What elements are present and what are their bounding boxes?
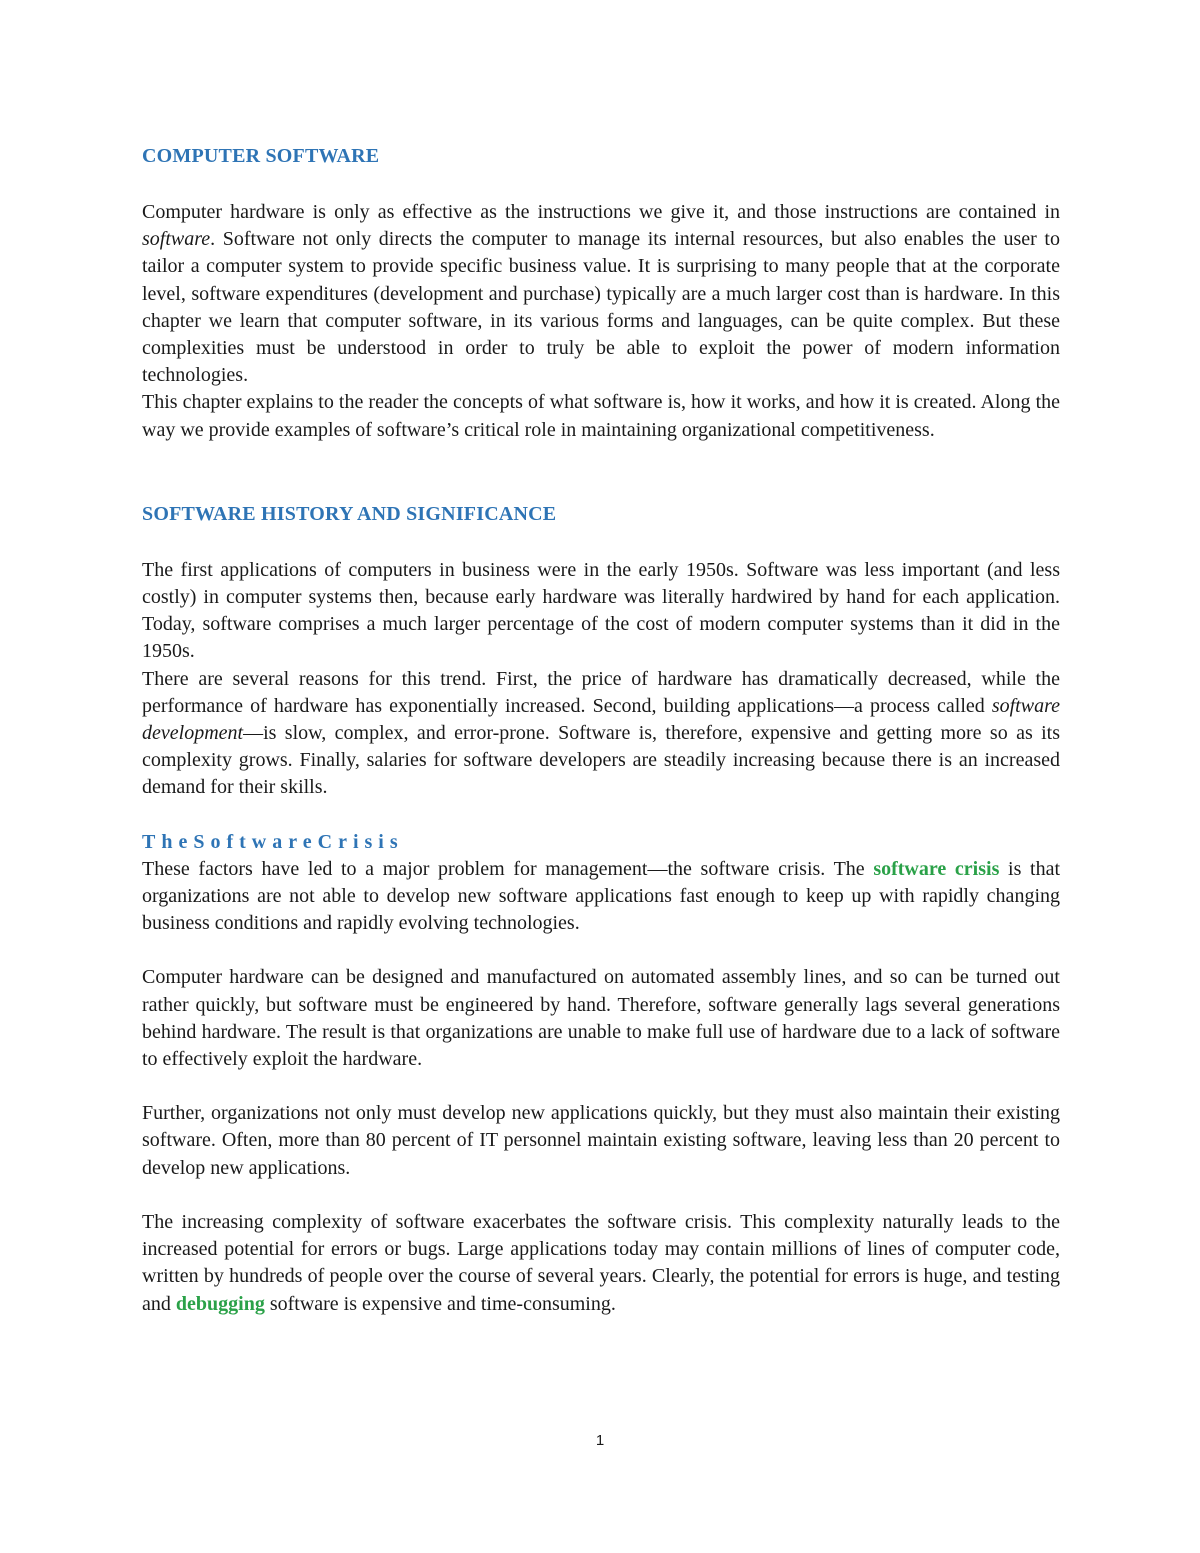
term-software-crisis: software crisis: [873, 857, 1000, 880]
page-number: 1: [595, 1432, 605, 1449]
document-page: [142, 140, 1060, 1318]
paragraph-several-reasons-part2: —is slow, complex, and error-prone. Software is, therefore, expensive and getting more so as its complexity grows. Finally, salaries for software developers are steadily increasing because there is an increased demand for their skills.: [142, 722, 1060, 799]
paragraph-first-applications: The first applications of computers in business were in the early 1950s. Software was less important (and less costly) in computer systems then, because early hardware was literally hardwired by hand for each application. Today, software comprises a much larger percentage of the cost of modern computer systems than it did in the 1950s.: [142, 558, 1060, 663]
paragraph-factors-part1: These factors have led to a major problem for management—the software crisis. The: [142, 857, 874, 880]
paragraph-increasing-complexity: [142, 1209, 1060, 1318]
paragraph-chapter-explains: This chapter explains to the reader the concepts of what software is, how it works, and how it is created. Along the way we provide examples of software’s critical role in maintaining organizational competitiveness.: [142, 391, 1060, 441]
emphasis-software-development: software development: [142, 694, 1060, 745]
paragraph-intro-part1: Computer hardware is only as effective as the instructions we give it, and those instructions are contained in: [142, 201, 1060, 223]
paragraph-factors-part2: is that organizations are not able to develop new software applications fast enough to keep up with rapidly changing business conditions and rapidly evolving technologies.: [142, 857, 1060, 935]
paragraph-increasing-complexity-part1: The increasing complexity of software exacerbates the software crisis. This complexity naturally leads to the increased potential for errors or bugs. Large applications today may contain millions of lines of computer code, written by hundreds of people over the course of several years. Clearly, the potential for errors is huge, and testing and: [142, 1210, 1060, 1315]
paragraph-increasing-complexity-part2: software is expensive and time-consuming.: [264, 1292, 616, 1315]
paragraph-several-reasons-part1: There are several reasons for this trend. First, the price of hardware has dramatically decreased, while the performance of hardware has exponentially increased. Second, building applications—a process called: [142, 667, 1060, 717]
paragraph-intro-part2: . Software not only directs the computer to manage its internal resources, but also enables the user to tailor a computer system to provide specific business value. It is surprising to many people that at the corporate level, software expenditures (development and purchase) typically are a much larger cost than is hardware. In this chapter we learn that computer software, in its various forms and languages, can be quite complex. But these complexities must be understood in order to truly be able to exploit the power of modern information technologies.: [142, 228, 1060, 387]
paragraph-intro: [142, 199, 1060, 389]
heading-software-history: SOFTWARE HISTORY AND SIGNIFICANCE: [142, 502, 557, 525]
emphasis-software: software: [142, 228, 211, 251]
paragraph-maintain-existing: Further, organizations not only must develop new applications quickly, but they must also maintain their existing software. Often, more than 80 percent of IT personnel maintain existing software, leaving less than 20 percent to develop new applications.: [142, 1102, 1060, 1179]
paragraph-factors: [142, 856, 1060, 938]
term-debugging: debugging: [175, 1292, 265, 1315]
paragraph-several-reasons: [142, 666, 1060, 802]
heading-computer-software: COMPUTER SOFTWARE: [142, 145, 380, 167]
heading-software-crisis: TheSoftwareCrisis: [142, 830, 404, 853]
paragraph-hardware-assembly: Computer hardware can be designed and manufactured on automated assembly lines, and so can be turned out rather quickly, but software must be engineered by hand. Therefore, software generally lags several generations behind hardware. The result is that organizations are unable to make full use of hardware due to a lack of software to effectively exploit the hardware.: [142, 966, 1060, 1071]
